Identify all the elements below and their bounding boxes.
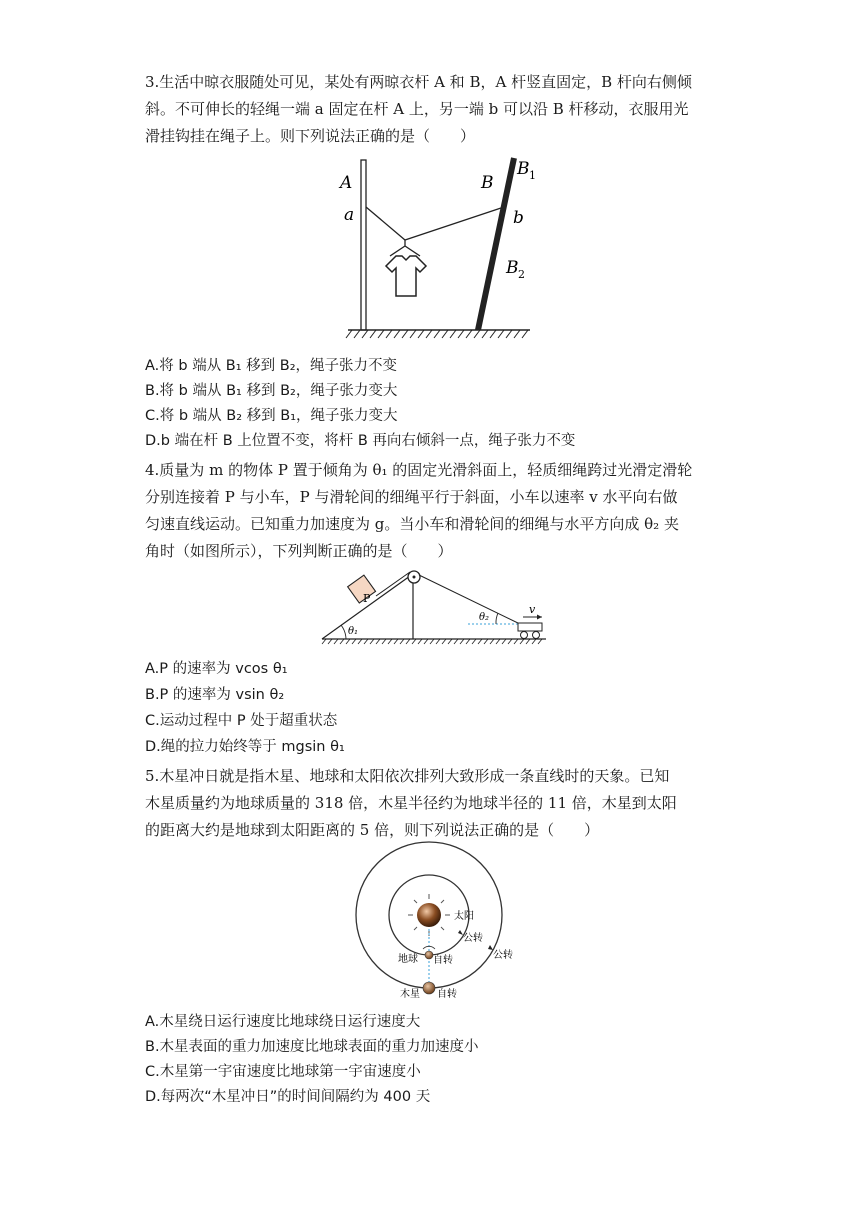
label-jupiter: 木星	[400, 989, 420, 1000]
q3-option-a: A.将 b 端从 B₁ 移到 B₂，绳子张力不变	[145, 358, 398, 374]
pole-a	[361, 160, 366, 330]
label-p: P	[363, 592, 371, 605]
q4-option-a: A.P 的速率为 vcos θ₁	[145, 661, 288, 677]
hanger	[390, 240, 420, 256]
q4-stem-line-4: 角时（如图所示），下列判断正确的是（ ）	[145, 542, 453, 560]
shirt-icon	[386, 256, 426, 296]
q4-stem-line-3: 匀速直线运动。已知重力加速度为 g。当小车和滑轮间的细绳与水平方向成 θ₂ 夹	[145, 515, 679, 533]
rope-to-p	[376, 572, 410, 596]
label-revolution-outer: 公转	[493, 950, 513, 961]
q3-option-c: C.将 b 端从 B₂ 移到 B₁，绳子张力变大	[145, 408, 398, 424]
q5-option-d: D.每两次“木星冲日”的时间间隔约为 400 天	[145, 1089, 431, 1105]
q5-option-b: B.木星表面的重力加速度比地球表面的重力加速度小	[145, 1039, 479, 1055]
cart	[518, 623, 542, 639]
label-b2: B	[506, 258, 519, 278]
theta2-arc	[496, 613, 498, 624]
q3-stem-line-2: 斜。不可伸长的轻绳一端 a 固定在杆 A 上，另一端 b 可以沿 B 杆移动，衣服用光	[145, 100, 689, 118]
q5-option-a: A.木星绕日运行速度比地球绕日运行速度大	[145, 1014, 421, 1030]
q4-option-d: D.绳的拉力始终等于 mgsin θ₁	[145, 739, 345, 755]
label-b1: B	[517, 159, 530, 179]
label-v: v	[529, 603, 536, 616]
label-rotation-jupiter: 自转	[437, 989, 457, 1000]
label-theta1: θ₁	[348, 626, 359, 637]
block-p	[348, 575, 376, 603]
label-a-pole: A	[340, 173, 353, 193]
q3-stem-line-3: 滑挂钩挂在绳子上。则下列说法正确的是（ ）	[145, 127, 476, 145]
q5-orbit-figure	[350, 846, 513, 1006]
q3-option-b: B.将 b 端从 B₁ 移到 B₂，绳子张力变大	[145, 383, 398, 399]
q4-stem-line-2: 分别连接着 P 与小车，P 与滑轮间的细绳平行于斜面，小车以速率 v 水平向右做	[145, 488, 678, 506]
label-earth: 地球	[398, 954, 418, 965]
rope	[366, 207, 501, 240]
q5-stem-line-3: 的距离大约是地球到太阳距离的 5 倍，则下列说法正确的是（ ）	[145, 821, 600, 839]
q4-incline-pulley-figure	[318, 566, 550, 646]
q3-clothes-pole-figure	[330, 150, 560, 340]
theta1-arc	[341, 625, 346, 639]
label-a-point: a	[344, 205, 355, 225]
label-b1-sub: 1	[529, 169, 536, 182]
ground-hatch	[322, 639, 542, 644]
velocity-arrowhead	[537, 615, 542, 620]
q5-stem-line-1: 5.木星冲日就是指木星、地球和太阳依次排列大致形成一条直线时的天象。已知	[145, 767, 670, 785]
sun-icon	[417, 903, 441, 927]
label-revolution-inner: 公转	[463, 933, 483, 944]
q3-option-d: D.b 端在杆 B 上位置不变，将杆 B 再向右倾斜一点，绳子张力不变	[145, 433, 576, 449]
q5-option-c: C.木星第一宇宙速度比地球第一宇宙速度小	[145, 1064, 421, 1080]
rope-to-cart	[419, 575, 520, 624]
label-theta2: θ₂	[479, 612, 490, 623]
q4-option-c: C.运动过程中 P 处于超重状态	[145, 713, 338, 729]
label-b-point: b	[513, 208, 524, 228]
label-rotation-earth: 自转	[433, 955, 453, 966]
q5-stem-line-2: 木星质量约为地球质量的 318 倍，木星半径约为地球半径的 11 倍，木星到太阳	[145, 794, 677, 812]
jupiter-icon	[423, 982, 435, 994]
q3-stem-line-1: 3.生活中晾衣服随处可见，某处有两晾衣杆 A 和 B，A 杆竖直固定，B 杆向右侧倾	[145, 73, 692, 91]
ground-hatch	[346, 330, 528, 338]
q4-stem-line-1: 4.质量为 m 的物体 P 置于倾角为 θ₁ 的固定光滑斜面上，轻质细绳跨过光滑定滑轮	[145, 461, 693, 479]
label-b-pole: B	[481, 173, 494, 193]
earth-icon	[425, 951, 433, 959]
label-b2-sub: 2	[518, 268, 525, 281]
q4-option-b: B.P 的速率为 vsin θ₂	[145, 687, 285, 703]
label-sun: 太阳	[454, 911, 474, 922]
pulley-axle	[413, 576, 416, 579]
